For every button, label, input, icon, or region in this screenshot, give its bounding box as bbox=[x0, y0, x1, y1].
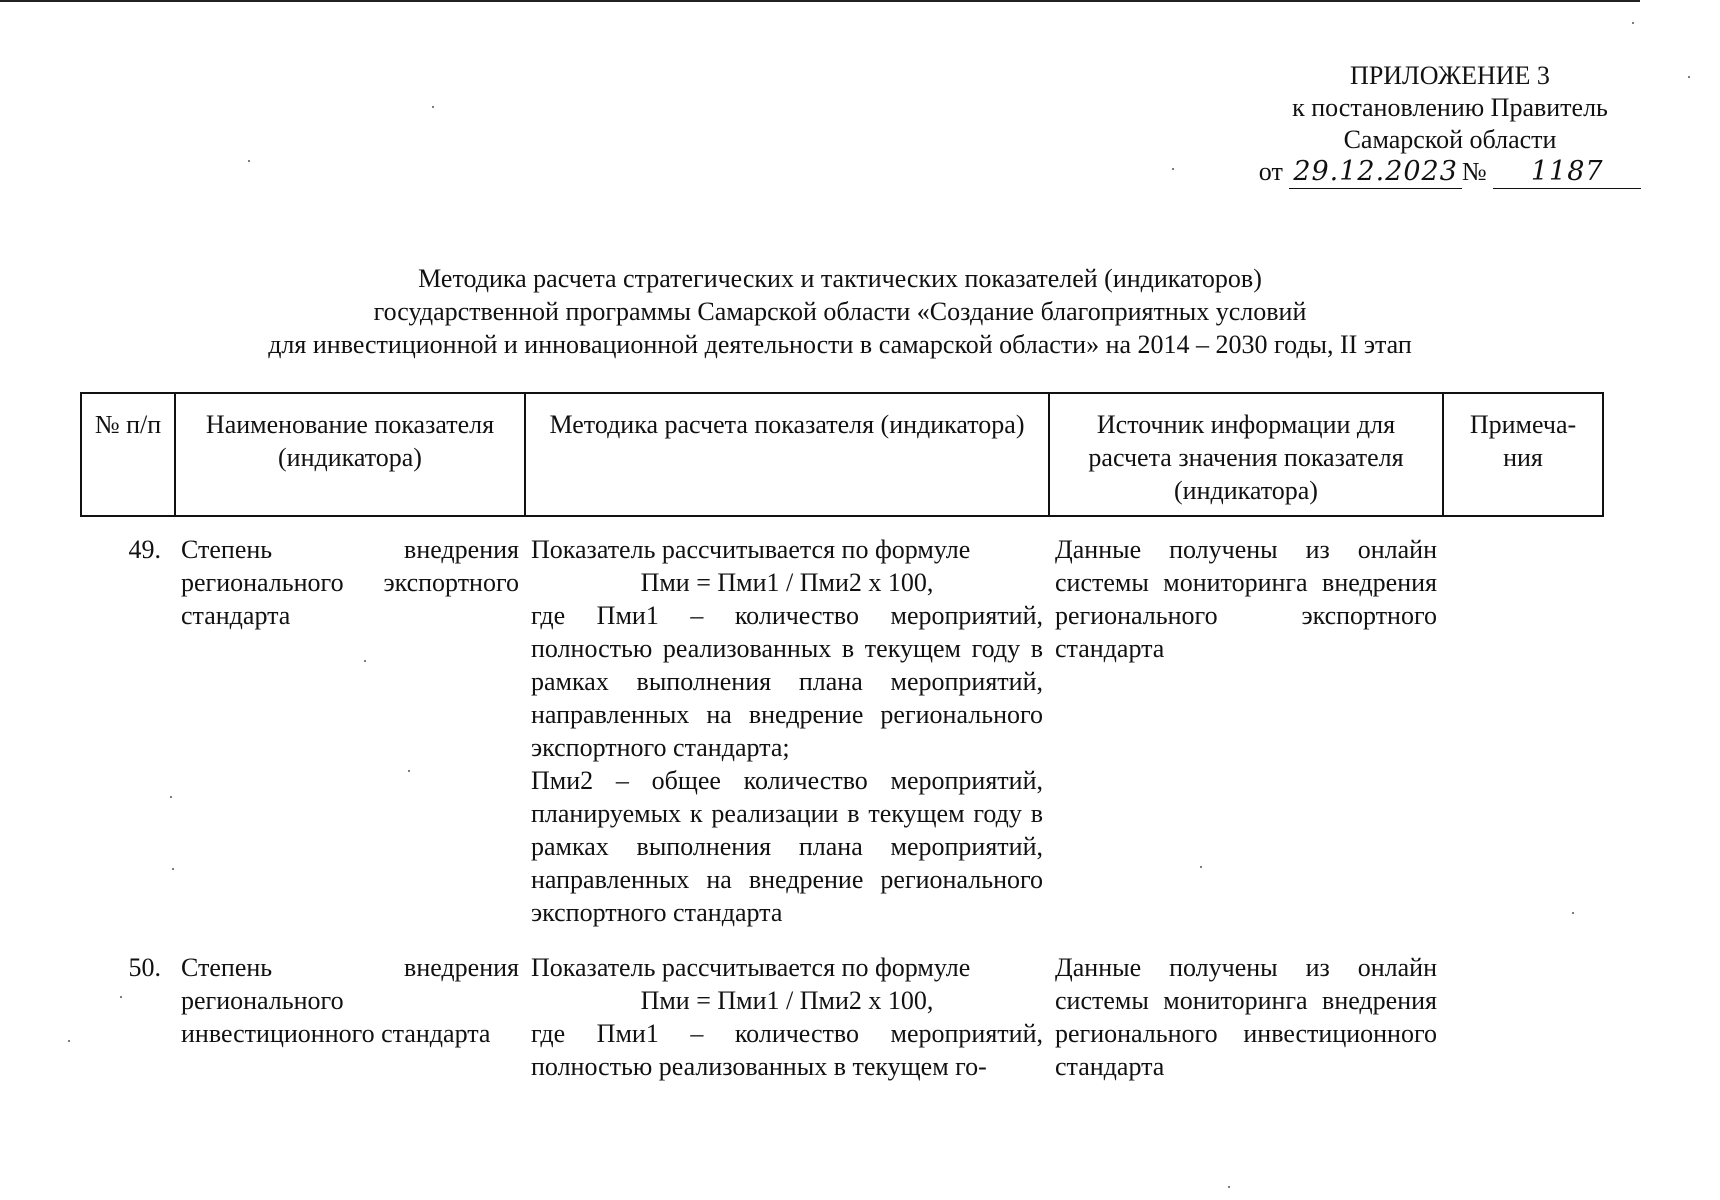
row-indicator-name: Степень внедрения регионального инвестиционного стандарта bbox=[181, 953, 519, 1048]
appendix-line-2: Самарской области bbox=[1343, 125, 1557, 154]
method-intro: Показатель рассчитывается по формуле bbox=[531, 535, 971, 564]
title-line-2: государственной программы Самарской области «Создание благоприятных условий bbox=[373, 297, 1307, 326]
method-definition-1: где Пми1 – количество мероприятий, полностью реализованных в текущем го- bbox=[531, 1019, 1043, 1081]
row-indicator-name: Степень внедрения регионального экспортного стандарта bbox=[181, 535, 519, 630]
method-definition-1: где Пми1 – количество мероприятий, полностью реализованных в текущем году в рамках выполнения плана мероприятий, направленных на внедрение регионального экспортного стандарта; bbox=[531, 601, 1043, 762]
from-label: от bbox=[1258, 157, 1283, 186]
header-notes: Примеча- ния bbox=[1443, 393, 1603, 516]
appendix-line-1: к постановлению Правитель bbox=[1292, 93, 1608, 122]
scan-speck bbox=[1200, 866, 1202, 868]
scan-speck bbox=[432, 106, 434, 108]
appendix-date-line bbox=[1240, 156, 1660, 189]
indicators-table bbox=[80, 392, 1604, 1083]
header-method: Методика расчета показателя (индикатора) bbox=[525, 393, 1049, 516]
scan-speck bbox=[1172, 168, 1174, 170]
scan-speck bbox=[1688, 76, 1690, 78]
method-definition-2: Пми2 – общее количество мероприятий, планируемых к реализации в текущем году в рамках выполнения плана мероприятий, направленных на внедрение регионального экспортного стандарта bbox=[531, 766, 1043, 927]
appendix-heading: ПРИЛОЖЕНИЕ 3 bbox=[1350, 61, 1550, 90]
method-intro: Показатель рассчитывается по формуле bbox=[531, 953, 971, 982]
scan-speck bbox=[1632, 22, 1634, 24]
title-line-3: для инвестиционной и инновационной деятельности в самарской области» на 2014 – 2030 годы, II этап bbox=[268, 330, 1412, 359]
table-row bbox=[81, 929, 1603, 1083]
row-method bbox=[525, 929, 1049, 1083]
header-source: Источник информации для расчета значения показателя (индикатора) bbox=[1049, 393, 1443, 516]
table-row bbox=[81, 516, 1603, 929]
method-formula: Пми = Пми1 / Пми2 х 100, bbox=[640, 986, 934, 1015]
scan-speck bbox=[1572, 912, 1574, 914]
handwritten-date: 29.12.2023 bbox=[1289, 156, 1462, 189]
scan-speck bbox=[170, 796, 172, 798]
appendix-header bbox=[1240, 60, 1660, 189]
document-title bbox=[140, 262, 1540, 361]
number-label: № bbox=[1461, 157, 1487, 186]
scan-speck bbox=[248, 160, 250, 162]
scan-speck bbox=[408, 770, 410, 772]
handwritten-number: 1187 bbox=[1493, 156, 1641, 189]
method-formula: Пми = Пми1 / Пми2 х 100, bbox=[640, 568, 934, 597]
header-num: № п/п bbox=[81, 393, 175, 516]
scan-speck bbox=[364, 660, 366, 662]
title-line-1: Методика расчета стратегических и тактических показателей (индикаторов) bbox=[418, 264, 1262, 293]
scan-speck bbox=[120, 996, 122, 998]
scan-speck bbox=[1228, 1186, 1230, 1188]
scan-speck bbox=[172, 868, 174, 870]
scan-speck bbox=[68, 1040, 70, 1042]
row-number: 49. bbox=[128, 535, 161, 564]
header-name: Наименование показателя (индикатора) bbox=[175, 393, 525, 516]
page-top-border bbox=[0, 0, 1640, 2]
table-header-row bbox=[81, 393, 1603, 516]
row-notes bbox=[1443, 516, 1603, 929]
row-source: Данные получены из онлайн системы мониторинга внедрения регионального экспортного стандарта bbox=[1055, 535, 1437, 663]
row-notes bbox=[1443, 929, 1603, 1083]
row-method bbox=[525, 516, 1049, 929]
row-source: Данные получены из онлайн системы мониторинга внедрения регионального инвестиционного стандарта bbox=[1055, 953, 1437, 1081]
row-number: 50. bbox=[128, 953, 161, 982]
